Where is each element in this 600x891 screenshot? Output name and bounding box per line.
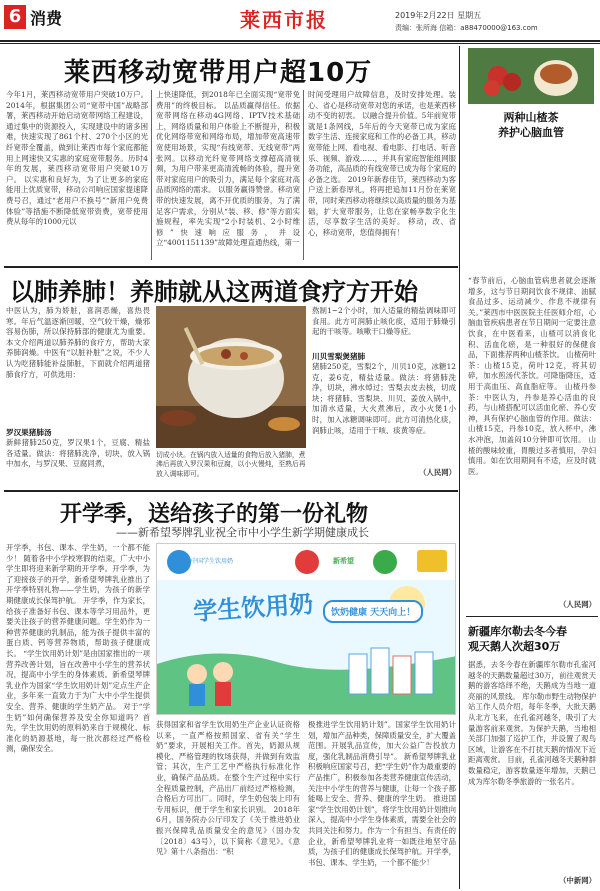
sidebar [462,44,600,891]
article-text: 中医认为，肺为娇脏，喜润恶燥，喜热畏寒。年后气温逐渐回暖，空气较干燥，燥邪容易伤肺，所以保持肺部的健康尤为重要。本文介绍两道以肺养肺的食疗方，帮助大家养肺润燥。中医有“以脏补脏”之说，不少人认为吃猪肺能补益肺脏，下面就介绍两道猪肺食疗方，可供选用： [6,306,150,379]
column-divider [151,90,152,260]
soup-pot-illustration [156,306,306,448]
brand-label: 中国学生饮用奶 [191,558,234,565]
header-rule [0,40,600,42]
article-title: 莱西移动宽带用户超10万 [64,58,373,88]
hawthorn-tea-illustration [468,48,594,104]
article-text: 熬制1~2个小时，加入适量的精盐调味即可食用。此方可润肺止咳化痰，适用于肺燥引起的干咳等。咳嗽干口燥等症。 [312,306,456,337]
side-title-line: 养护心脑血管 [498,126,564,139]
ad-slogan: 学生饮用奶 [192,589,315,627]
article-column [6,306,150,486]
side-article-text: “春节前后，心脑血管病患者就会逐渐增多，这与节日期间饮食不规律、油腻食品过多、运动减少、作息不规律有关。”莱西市中医医院主任医师介绍，心脑血管疾病患者在节日期间一定要注意饮食，在中医看来，山楂可以消食化积、活血化瘀，是一种很好的保健食品，下面推荐两种山楂茶饮。 山楂荷叶茶：山楂15克，荷叶12克，将其切碎，加水煎汤代茶饮。可降脂降压，适用于高血压、高血脂症等。 山楂丹参茶：中医认为，丹参是养心活血的良药，与山楂搭配可以活血化瘀、养心安神，具有保护心脑血管的作用。做法：山楂15克，丹参10克，放入杯中，沸水冲泡，加盖闷10分钟即可饮用。 山楂的酸味较重，胃酸过多者慎用，孕妇慎用。如在饮用期间有不适，应及时就医。 [468,276,596,476]
side-title [468,624,596,654]
article-title: 开学季，送给孩子的第一份礼物 [60,502,369,527]
side-title [468,110,594,140]
recipe-text: 新鲜猪肺250克，罗汉果1个，豆腐、精盐各适量。做法：将猪肺洗净，切块，放入锅中加水，与罗汉果、豆腐同煮， [6,438,150,469]
article-subtitle: ——新希望琴牌乳业祝全市中小学生新学期健康成长 [116,526,369,539]
article-column: 时间受理用户故障信息，及时安排处理。装心、省心是移动宽带对您的承诺，也是莱西移动不变的初衷。 以融合提升价值。5年前宽带就是1条网线，5年后的今天宽带已成为家庭数字生活、连接家庭和工作的必备工具，移动宽带能上网、看电视、看电影、打电话、听音乐、视频、游戏……，并具有家庭智能组网服务功能，高品质的有线宽带已成为每个家庭的必备之选。 2019年新春佳节，莱西移动为客户送上新春厚礼，将再把追加11月份在莱宽带，同时莱西移动将继续以高质量的服务为基础，扩大宽带服务，让您在家畅享数字化生活，尽享数字生活的美好。 移动，改、省心，移动宽带，您值得拥有！ [308,90,456,237]
side-article-text: 据悉，去冬今春在新疆库尔勒市孔雀河越冬的天鹅数量超过30万，前往观赏天鹅的游客络绎不绝，天鹅成为当地一道亮丽的风景线。 库尔勒市野生动物保护站工作人员介绍，每年冬季，大批天鹅从北方飞来，在孔雀河越冬，吸引了大量游客前来观赏。为保护天鹅，当地相关部门加强了巡护工作，并设置了观鸟区域，让游客在不打扰天鹅的情况下近距离观赏。 目前，孔雀河越冬天鹅种群数量稳定，游客数量逐年增加，天鹅已成为库尔勒冬季旅游的一张名片。 [468,660,596,786]
recipe-text: 猪肺250克，雪梨2个，川贝10克，冰糖12克，姜6克，精盐适量。做法：将猪肺洗净，切块，沸水焯过；雪梨去皮去核，切成块；将猪肺、雪梨块、川贝、姜放入锅中，加清水适量，大火煮沸后，改小火煲1小时，加入冰糖调味即可。此方可清热化痰，润肺止咳，适用于干咳、痰黄等症。 [312,362,456,435]
milk-ad-illustration [157,544,456,715]
article-column: 开学季，书包、课本、学生奶，一个都不能少！ 随着各中小学校寒假的结束，广大中小学生即将迎来新学期的开学季。开学季，为了迎接孩子的开学，新希望琴牌乳业推出了开学季特别礼物——学生奶，为孩子的新学期健康成长保驾护航。 开学季，作为家长，给孩子准备好书包、课本等学习用品外，更要关注孩子的营养健康问题。学生奶作为一种营养健康的乳制品，能为孩子提供丰富的蛋白质、钙等营养物质，帮助孩子健康成长。 “学生饮用奶计划”是由国家推出的一项营养改善计划，旨在改善中小学生的营养状况，提高中小学生的身体素质。新希望琴牌乳业作为国家“学生饮用奶计划”定点生产企业，多年来一直致力于为广大中小学生提供安全、营养、健康的学生奶产品。 对于“学生奶”如何确保营养及安全你知道吗？首先，学生饮用奶的原料奶来自于规模化、标准化的奶源基地，每一批次都经过严格检测，确保安全。 [6,543,150,754]
side-title-line: 观天鹅人次超30万 [468,640,561,653]
article-column [312,306,456,486]
section-rule [4,266,458,268]
article-column: 获得国家和省学生饮用奶生产企业认证资格以来，一直严格按照国家、省有关“学生奶”要求，开展相关工作。首先，奶源从规模化、严格管理的牧场获得，并做到有效监管；其次，生产工艺中严格执行标准化作业，确保产品品质。在整个生产过程中实行全程质量控制，产品出厂前经过严格检测，合格后方可出厂。同时，学生奶包装上印有专用标识，便于学生和家长识别。 2018年6月，国务院办公厅印发了《关于推进奶业振兴保障乳品质量安全的意见》（国办发〔2018〕43号），以下简称《意见》。《意见》第十八条指出：“积 [156,720,300,857]
recipe-title: 川贝雪梨煲猪肺 [312,352,366,361]
photo-caption: 切成小块。在锅内放入适量的食物后放入猪肺，煮沸后再放入罗汉果和豆腐，以小火慢炖，至熟后再放入调味即可。 [156,451,306,478]
side-title-line: 新疆库尔勒去冬今春 [468,625,567,638]
ad-badge: 饮奶健康 天天向上！ [323,600,423,623]
byline: （人民网） [559,600,596,609]
milk-advertisement [156,543,456,715]
side-title-line: 两种山楂茶 [503,111,559,124]
section-name: 消费 [30,9,63,28]
page-number: 6 [4,5,26,29]
article-column: 今年1月，莱西移动宽带用户突破10万户。 2014年，根据集团公司“宽带中国”战略部署，莱西移动开始启动宽带网络工程建设，通过集中的资源投入，实现建设中的诸多困难，快速实现了861个村、270个小区的光纤宽带全覆盖，做到让莱西市每个家庭都能用上网速快又实惠的家庭宽带服务。历时4年的发展，莱西移动宽带用户突破10万户。 以实惠和良好为，为了让更多的家庭能用上优质宽带，移动公司响应国家提速降费号召，通过“老用户不换号”“新用户免费体验”等措施不断降低宽带资费，宽带使用费从每年的1000元以 [6,90,148,227]
recipe-title: 罗汉果猪肺汤 [6,428,52,437]
article-title: 以肺养肺！养肺就从这两道食疗方开始 [10,278,418,306]
article-column: 极推进学生饮用奶计划”。国家学生饮用奶计划，增加产品种类，保障质量安全，扩大覆盖范围。开展乳品宣传，加大公益广告投放力度，强化乳制品消费引导”。 新希望琴牌乳业积极响应国家号召，把“学生奶”作为最重要的产品推广，积极参加各类营养健康宣传活动，关注中小学生的营养与健康，让每一个孩子都能喝上安全、营养、健康的学生奶。 推进国家“学生饮用奶计划”，将学生饮用奶计划推向深入，提高中小学生身体素质，需要全社会的共同关注和努力。作为一个有担当、有责任的企业，新希望琴牌乳业将一如既往地坚守品质，为孩子们的健康成长保驾护航。开学季，书包、课本、学生奶，一个都不能少！ [308,720,456,867]
article-column: 上快速降低，到2018年已全面实现“宽带免费用”的终极目标。 以品质赢得信任。依据宽带网络在移动4G网络、IPTV技术基础上，网络质量和用户体验上不断提升，积极优化网络带宽和网络布局，增加带宽高速带宽使用场景，实现“有线宽带、无线宽带”两张网。以移动光纤宽带网络支撑超高清视频，为用户带来更高清流畅的体验，提升宽带对家庭用户的吸引力，满足每个家庭对高品质网络的需求。 以服务赢得赞誉。移动宽带的快速发展，离不开优质的服务，为了满足客户需求，分别从“装、移、修”等方面实施规程，率先实现“2小时装机、2小时维修”快速响应服务，并设立“4001151139”故障处理直通热线，第一 [156,90,300,248]
side-divider [459,46,460,889]
masthead: 莱西市报 [240,8,328,32]
hawthorn-tea-photo [468,48,594,104]
byline: （人民网） [419,468,456,477]
soup-photo [156,306,306,448]
column-divider [303,90,304,260]
section-rule [4,490,458,492]
byline: （中新网） [559,876,596,885]
editor-info: 责编：张所海 信箱：a88470000@163.com [395,24,538,32]
page-header [0,0,600,44]
side-rule [466,616,598,617]
issue-date: 2019年2月22日 星期五 [395,11,482,20]
brand-label: 新希望 [333,557,354,565]
